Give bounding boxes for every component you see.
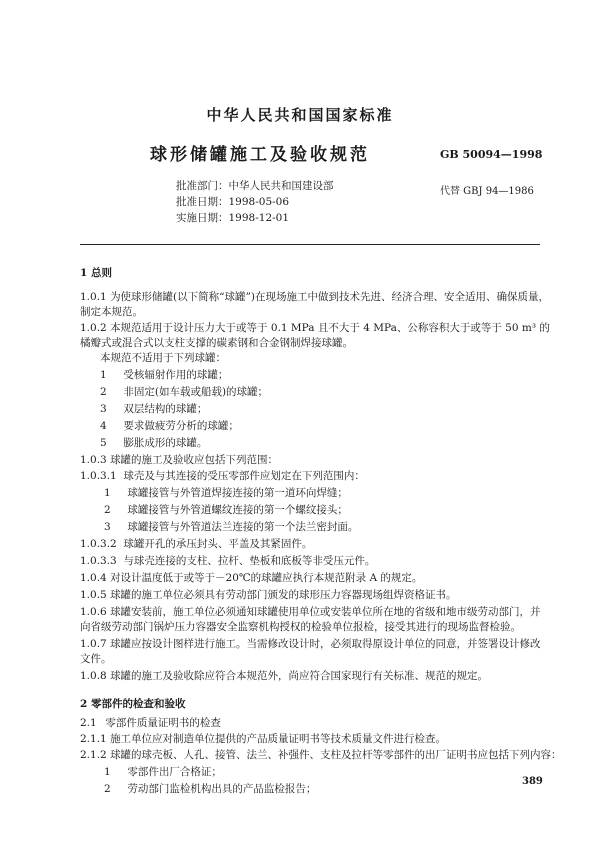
list-item [100, 385, 268, 399]
replaces-standard: 代替 GBJ 94—1986 [440, 186, 534, 197]
clause-continuation: 橘瓣式或混合式以支柱支撑的碳素钢和合金钢制焊接球罐。 [80, 337, 353, 349]
clause-1-0-4 [80, 571, 422, 585]
clause-text: 球壳及与其连接的受压零部件应划定在下列范围内： [123, 470, 365, 482]
clause-1-0-3-2 [80, 537, 312, 551]
clause-text: 球罐的施工单位必须具有劳动部门颁发的球形压力容器现场组焊资格证书。 [110, 589, 457, 601]
document-title: 球形储罐施工及验收规范 [150, 145, 370, 165]
list-text: 非固定(如车载或船载)的球罐； [123, 386, 269, 398]
clause-1-0-2 [80, 321, 550, 335]
clause-1-0-6 [80, 605, 541, 619]
list-text: 受核辐射作用的球罐； [123, 369, 229, 381]
clause-number: 1.0.7 [80, 638, 107, 650]
clause-2-1-1 [80, 732, 446, 746]
list-text: 零部件出厂合格证； [127, 766, 222, 778]
clause-continuation: 文件。 [80, 653, 112, 665]
clause-number: 1.0.2 [80, 322, 107, 334]
clause-text: 球罐的球壳板、人孔、接管、法兰、补强件、支柱及拉杆等零部件的出厂证明书应包括下列内容： [110, 749, 562, 761]
clause-text: 球罐开孔的承压封头、平盖及其紧固件。 [123, 538, 313, 550]
approval-date: 批准日期：1998-05-06 [176, 196, 290, 208]
clause-continuation: 制定本规范。 [80, 306, 143, 318]
clause-number: 1.0.8 [80, 670, 107, 682]
clause-number: 1.0.3 [80, 454, 107, 466]
clause-1-0-3 [80, 453, 278, 467]
national-standard-heading: 中华人民共和国国家标准 [206, 106, 394, 124]
list-number: 1 [104, 487, 111, 499]
list-text: 劳动部门监检机构出具的产品监检报告； [127, 783, 317, 795]
list-number: 3 [104, 521, 111, 533]
list-item [104, 486, 348, 500]
list-item [104, 782, 316, 796]
section-number: 2.1 [80, 717, 97, 729]
clause-number: 1.0.4 [80, 572, 107, 584]
clause-1-0-7 [80, 637, 541, 651]
clause-number: 1.0.3.3 [80, 555, 117, 567]
clause-text: 对设计温度低于或等于－20℃的球罐应执行本规范附录 A 的规定。 [110, 572, 423, 584]
list-number: 2 [104, 504, 111, 516]
clause-continuation: 向省级劳动部门锅炉压力容器安全监察机构授权的检验单位报检，接受其进行的现场监督检验。 [80, 621, 521, 633]
page-number: 389 [522, 776, 543, 787]
clause-number: 1.0.3.2 [80, 538, 117, 550]
standard-code: GB 50094—1998 [440, 148, 543, 161]
list-number: 2 [100, 386, 107, 398]
section-text: 零部件质量证明书的检查 [105, 717, 221, 729]
clause-number: 1.0.6 [80, 606, 107, 618]
list-number: 3 [100, 403, 107, 415]
clause-text: 施工单位应对制造单位提供的产品质量证明书等技术质量文件进行检查。 [110, 733, 447, 745]
clause-1-0-3-3 [80, 554, 375, 568]
clause-number: 1.0.1 [80, 291, 107, 303]
clause-text: 球罐应按设计图样进行施工。当需修改设计时，必须取得原设计单位的同意，并签署设计修改 [110, 638, 541, 650]
list-number: 2 [104, 783, 111, 795]
list-text: 要求做疲劳分析的球罐； [123, 420, 239, 432]
clause-number: 2.1.2 [80, 749, 107, 761]
list-item [100, 368, 228, 382]
clause-text: 球罐的施工及验收除应符合本规范外，尚应符合国家现行有关标准、规范的规定。 [110, 670, 489, 682]
approval-department: 批准部门：中华人民共和国建设部 [176, 180, 334, 192]
list-item [100, 419, 239, 433]
clause-1-0-3-1 [80, 469, 365, 483]
list-number: 5 [100, 437, 107, 449]
list-item [100, 402, 207, 416]
list-item [104, 520, 358, 534]
list-text: 球罐接管与外管道螺纹连接的第一个螺纹接头； [127, 504, 348, 516]
clause-1-0-5 [80, 588, 457, 602]
list-item [104, 503, 348, 517]
list-item [104, 765, 222, 779]
clause-2-1-2 [80, 748, 562, 762]
clause-1-0-8 [80, 669, 488, 683]
clause-number: 1.0.3.1 [80, 470, 117, 482]
effective-date: 实施日期：1998-12-01 [176, 212, 290, 224]
section-2-1 [80, 716, 221, 730]
clause-text: 本规范适用于设计压力大于或等于 0.1 MPa 且不大于 4 MPa、公称容积大于或等于 50 m³ 的 [110, 322, 550, 334]
list-text: 球罐接管与外管道法兰连接的第一个法兰密封面。 [127, 521, 359, 533]
list-number: 4 [100, 420, 107, 432]
list-text: 球罐接管与外管道焊接连接的第一道环向焊缝； [127, 487, 348, 499]
clause-text: 球罐的施工及验收应包括下列范围： [110, 454, 279, 466]
list-number: 1 [104, 766, 111, 778]
clause-1-0-1 [80, 290, 549, 304]
clause-text: 与球壳连接的支柱、拉杆、垫板和底板等非受压元件。 [123, 555, 376, 567]
clause-text: 球罐安装前，施工单位必须通知球罐使用单位或安装单位所在地的省级和地市级劳动部门，并 [110, 606, 541, 618]
clause-number: 2.1.1 [80, 733, 107, 745]
chapter-2-title: 2 零部件的检查和验收 [80, 698, 186, 710]
list-text: 膨胀成形的球罐。 [123, 437, 208, 449]
list-text: 双层结构的球罐； [123, 403, 208, 415]
header-divider [80, 244, 540, 245]
clause-text: 为使球形储罐(以下简称“球罐”)在现场施工中做到技术先进、经济合理、安全适用、确保质量， [110, 291, 549, 303]
list-number: 1 [100, 369, 107, 381]
clause-number: 1.0.5 [80, 589, 107, 601]
not-applicable-intro: 本规范不适用于下列球罐： [100, 352, 226, 364]
list-item [100, 436, 207, 450]
chapter-1-title: 1 总则 [80, 267, 112, 279]
